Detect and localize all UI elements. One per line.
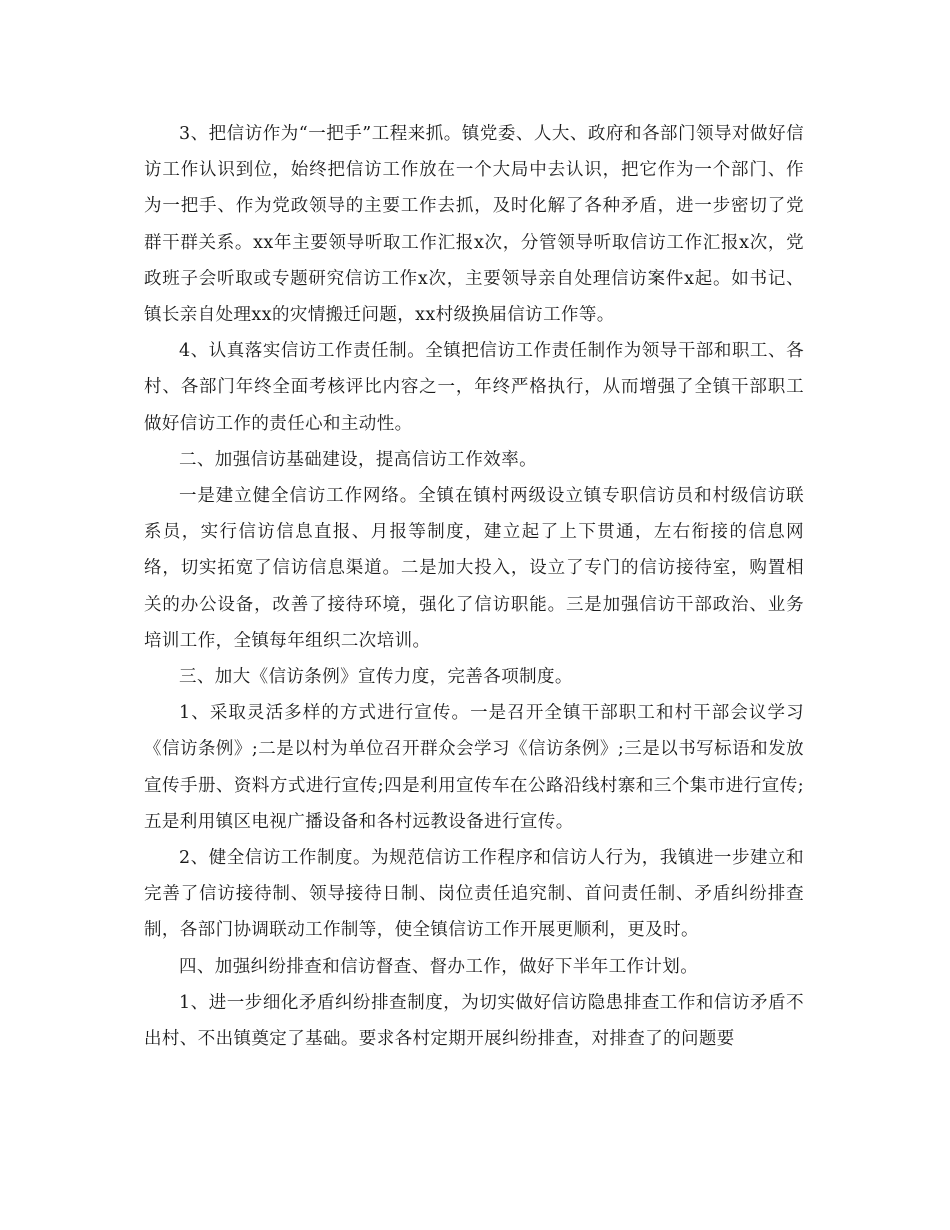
paragraph-item-4: 4、认真落实信访工作责任制。全镇把信访工作责任制作为领导干部和职工、各村、各部门年终全面考核评比内容之一，年终严格执行，从而增强了全镇干部职工做好信访工作的责任心和主动性。 bbox=[144, 341, 804, 434]
paragraph-item-3: 3、把信访作为“一把手”工程来抓。镇党委、人大、政府和各部门领导对做好信访工作认识到位，始终把信访工作放在一个大局中去认识，把它作为一个部门、作为一把手、作为党政领导的主要工作去抓，及时化解了各种矛盾，进一步密切了党群干群关系。xx年主要领导听取工作汇报x次，分管领导听取信访工作汇报x次，党政班子会听取或专题研究信访工作x次，主要领导亲自处理信访案件x起。如书记、镇长亲自处理xx的灾情搬迁问题，xx村级换届信访工作等。 bbox=[144, 124, 804, 326]
paragraph-publicity: 1、采取灵活多样的方式进行宣传。一是召开全镇干部职工和村干部会议学习《信访条例》;二是以村为单位召开群众会学习《信访条例》;三是以书写标语和发放宣传手册、资料方式进行宣传;四是利用宣传车在公路沿线村寨和三个集市进行宣传;五是利用镇区电视广播设备和各村远教设备进行宣传。 bbox=[144, 703, 804, 832]
document-body bbox=[144, 116, 804, 1057]
section-heading-2: 二、加强信访基础建设，提高信访工作效率。 bbox=[179, 449, 537, 470]
section-heading-3: 三、加大《信访条例》宣传力度，完善各项制度。 bbox=[179, 667, 573, 688]
paragraph-network: 一是建立健全信访工作网络。全镇在镇村两级设立镇专职信访员和村级信访联系员，实行信访信息直报、月报等制度，建立起了上下贯通，左右衔接的信息网络，切实拓宽了信访信息渠道。二是加大投入，设立了专门的信访接待室，购置相关的办公设备，改善了接待环境，强化了信访职能。三是加强信访干部政治、业务培训工作，全镇每年组织二次培训。 bbox=[144, 486, 804, 651]
paragraph-investigation: 1、进一步细化矛盾纠纷排查制度，为切实做好信访隐患排查工作和信访矛盾不出村、不出镇奠定了基础。要求各村定期开展纠纷排查，对排查了的问题要 bbox=[144, 992, 804, 1050]
section-heading-4: 四、加强纠纷排查和信访督查、督办工作，做好下半年工作计划。 bbox=[179, 956, 699, 977]
paragraph-system: 2、健全信访工作制度。为规范信访工作程序和信访人行为，我镇进一步建立和完善了信访接待制、领导接待日制、岗位责任追究制、首问责任制、矛盾纠纷排查制，各部门协调联动工作制等，使全镇信访工作开展更顺利，更及时。 bbox=[144, 848, 804, 941]
